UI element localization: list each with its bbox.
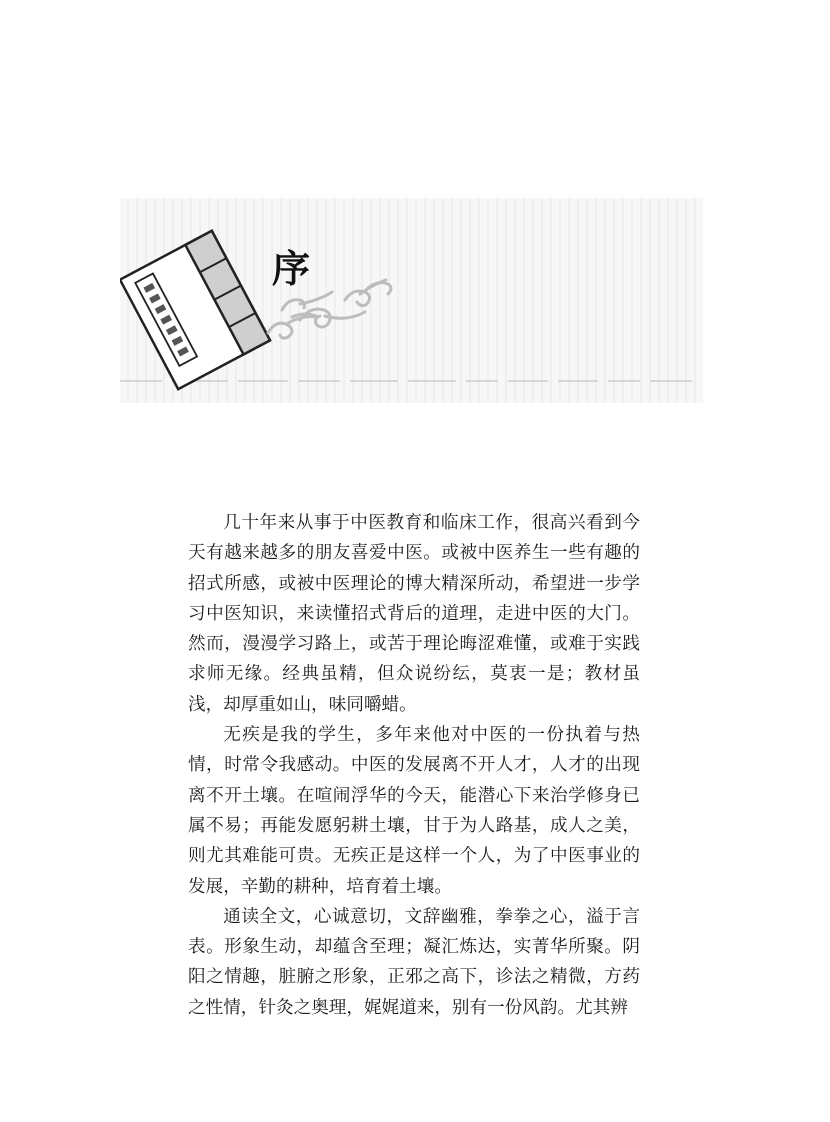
header-banner [120,198,703,403]
preface-body [188,508,640,1023]
paragraph: 无疾是我的学生，多年来他对中医的一份执着与热情，时常令我感动。中医的发展离不开人才，人才的出现离不开土壤。在喧闹浮华的今天，能潜心下来治学修身已属不易；再能发愿躬耕土壤，甘于为人路基，成人之美，则尤其难能可贵。无疾正是这样一个人，为了中医事业的发展，辛勤的耕种，培育着土壤。 [188,725,640,897]
page-title: 序 [272,246,313,291]
paragraph: 几十年来从事于中医教育和临床工作，很高兴看到今天有越来越多的朋友喜爱中医。或被中医养生一些有趣的招式所感，或被中医理论的博大精深所动，希望进一步学习中医知识，来读懂招式背后的道理，走进中医的大门。然而，漫漫学习路上，或苦于理论晦涩难懂，或难于实践求师无缘。经典虽精，但众说纷纭，莫衷一是；教材虽浅，却厚重如山，味同嚼蜡。 [188,513,640,715]
paragraph: 通读全文，心诚意切，文辞幽雅，拳拳之心，溢于言表。形象生动，却蕴含至理；凝汇炼达，实菁华所聚。阴阳之情趣，脏腑之形象，正邪之高下，诊法之精微，方药之性情，针灸之奥理，娓娓道来，别有一份风韵。尤其辨 [188,906,640,1018]
book-icon [120,231,270,389]
banner-decoration [120,198,703,403]
